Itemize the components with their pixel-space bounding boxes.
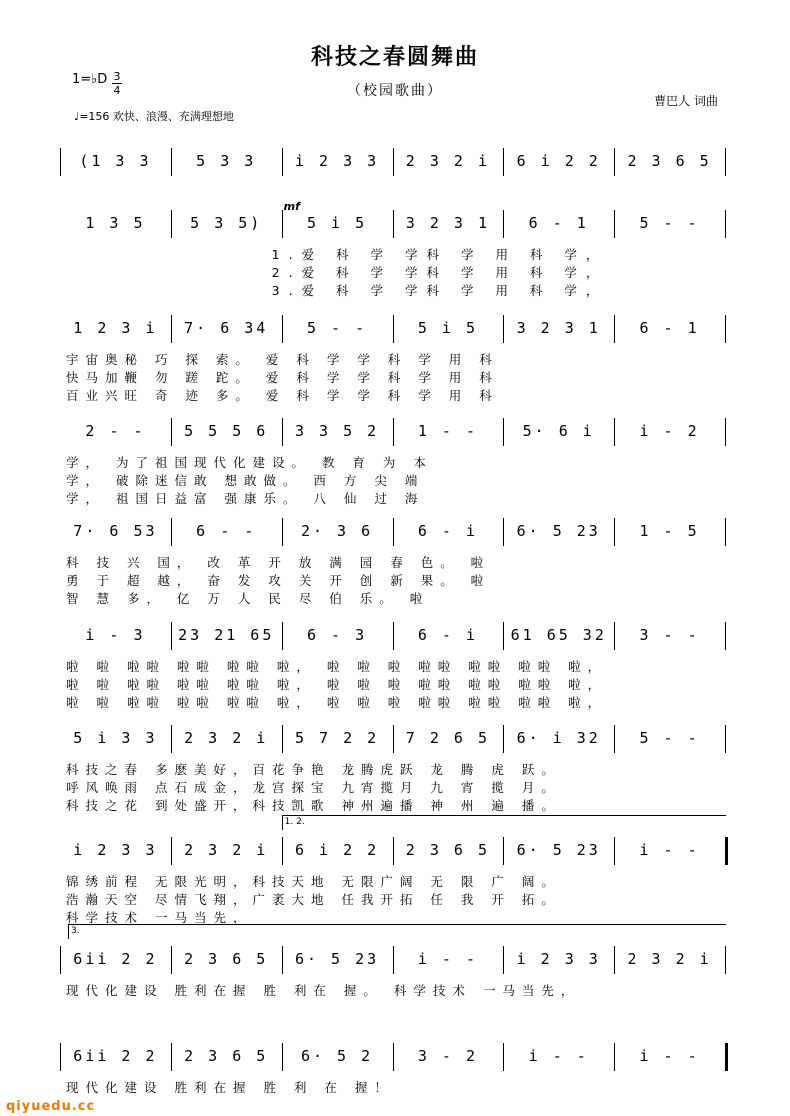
measure: 6· i 32 [516,729,601,747]
author-credit: 曹巴人 词曲 [654,94,718,108]
measure: 6· 5 23 [294,950,380,968]
measure: 6 - - [196,522,257,540]
measure: i - - [639,1047,700,1065]
measure: 3 - - [639,626,700,644]
measure: 2 3 2 i [405,152,491,170]
measure: 2· 3 6 [300,522,374,540]
bar-line [282,210,283,238]
measure: 3 2 3 1 [516,319,601,337]
measure: 5 7 2 2 [294,729,380,747]
measure: 6· 5 23 [516,841,601,859]
bar-line [503,148,504,176]
lyric-line: 科 技 兴 国， 改 革 开 放 满 园 春 色。 啦 [66,555,491,570]
measure: 2 3 6 5 [184,950,269,968]
bar-line [171,1043,172,1071]
bar-line [614,1043,615,1071]
bar-line [60,1043,61,1071]
measure: 5· 6 i [522,422,595,440]
measure: 5 3 3 [196,152,257,170]
lyric-line: 现代化建设 胜利在握 胜 利在 握。 科学技术 一马当先， [66,983,581,998]
bar-line [282,418,283,446]
measure: 6 - i [417,522,478,540]
measure: i - 2 [639,422,700,440]
volta-label: 1. 2. [284,817,305,827]
bar-line [725,622,726,650]
bar-line [171,418,172,446]
lyric-line: 科技之春 多麽美好，百花争艳 龙腾虎跃 龙 腾 虎 跃。 [66,762,561,777]
measure: 1 - 5 [639,522,700,540]
lyric-line: 快马加鞭 勿 蹉 跎。 爱 科 学 学 科 学 用 科 [66,370,499,385]
measure: 6 i 2 2 [516,152,601,170]
bar-line [282,518,283,546]
lyric-line: 百业兴旺 奇 迹 多。 爱 科 学 学 科 学 用 科 [66,388,499,403]
bar-line [393,210,394,238]
bar-line [393,837,394,865]
measure: 2 3 6 5 [405,841,491,859]
measure: 3 - 2 [417,1047,478,1065]
measure: 7· 6 34 [184,319,269,337]
measure: 5 - - [306,319,368,337]
bar-line [503,210,504,238]
bar-line [393,148,394,176]
measure: 61 65 32 [510,626,607,644]
bar-line [171,725,172,753]
bar-line [725,518,726,546]
tempo-marking: ♩=156 欢快、浪漫、充满理想地 [74,110,234,123]
measure: i - - [639,841,700,859]
lyric-line: 锦绣前程 无限光明，科技天地 无限广阔 无 限 广 阔。 [66,874,561,889]
bar-line [171,148,172,176]
bar-line [171,837,172,865]
measure: (1 3 3 [79,152,152,170]
lyric-line: 科学技术 一马当先， [66,910,253,925]
measure: 6· 5 23 [516,522,601,540]
bar-line [282,837,283,865]
measure: 5 - - [639,214,700,232]
bar-line [614,148,615,176]
volta-bracket [282,815,726,830]
measure: 1 3 5 [85,214,146,232]
measure: i 2 3 3 [516,950,601,968]
volta-bracket [68,924,726,939]
measure: 5 i 3 3 [73,729,158,747]
measure: 6· 5 2 [300,1047,374,1065]
measure: 7 2 6 5 [405,729,491,747]
bar-line [60,946,61,974]
bar-line [171,622,172,650]
measure: 5 - - [639,729,700,747]
bar-line [393,315,394,343]
bar-line [503,622,504,650]
measure: 3 2 3 1 [405,214,491,232]
bar-line [725,1043,728,1071]
lyric-line: 啦 啦 啦啦 啦啦 啦啦 啦， 啦 啦 啦 啦啦 啦啦 啦啦 啦， [66,677,608,692]
lyric-line: 3.爱 科 学 学科 学 用 科 学， [271,283,608,298]
bar-line [60,148,61,176]
bar-line [282,1043,283,1071]
measure: i - 3 [85,626,146,644]
measure: 6 - 1 [639,319,700,337]
measure: 1 - - [417,422,478,440]
measure: 6ii 2 2 [73,1047,158,1065]
lyric-line: 宇宙奥秘 巧 探 索。 爱 科 学 学 科 学 用 科 [66,352,499,367]
bar-line [614,418,615,446]
measure: 23 21 65 [178,626,275,644]
lyric-line: 浩瀚天空 尽情飞翔，广袤大地 任我开拓 任 我 开 拓。 [66,892,561,907]
bar-line [171,210,172,238]
bar-line [282,148,283,176]
measure: i - - [528,1047,589,1065]
lyric-line: 勇 于 超 越， 奋 发 攻 关 开 创 新 果。 啦 [66,573,491,588]
bar-line [171,315,172,343]
bar-line [393,725,394,753]
bar-line [725,148,726,176]
bar-line [503,518,504,546]
bar-line [614,837,615,865]
measure: 6ii 2 2 [73,950,158,968]
bar-line [171,946,172,974]
bar-line [393,418,394,446]
measure: 2 3 6 5 [184,1047,269,1065]
measure: 2 3 6 5 [627,152,712,170]
measure: 5 i 5 [306,214,368,232]
meter-bottom: 4 [113,84,121,97]
bar-line [503,725,504,753]
lyric-line: 现代化建设 胜利在握 胜 利 在 握！ [66,1080,394,1095]
lyric-line: 啦 啦 啦啦 啦啦 啦啦 啦， 啦 啦 啦 啦啦 啦啦 啦啦 啦， [66,659,608,674]
measure: 6 - 1 [528,214,589,232]
measure: 2 3 2 i [184,729,269,747]
lyric-line: 1.爱 科 学 学科 学 用 科 学， [271,247,608,262]
bar-line [614,946,615,974]
measure: 3 3 5 2 [294,422,380,440]
bar-line [503,315,504,343]
measure: 6 - 3 [306,626,368,644]
measure: 5 3 5) [190,214,263,232]
lyric-line: 学， 为了祖国现代化建设。 教 育 为 本 [66,455,433,470]
measure: 5 5 5 6 [184,422,269,440]
measure: 2 3 2 i [627,950,712,968]
bar-line [725,210,726,238]
meter-top: 3 [113,70,121,83]
bar-line [725,725,726,753]
page-subtitle: （校园歌曲） [347,83,443,99]
measure: i 2 3 3 [294,152,380,170]
bar-line [725,837,728,865]
lyric-line: 科技之花 到处盛开，科技凯歌 神州遍播 神 州 遍 播。 [66,798,561,813]
lyric-line: 啦 啦 啦啦 啦啦 啦啦 啦， 啦 啦 啦 啦啦 啦啦 啦啦 啦， [66,695,608,710]
measure: 2 3 2 i [184,841,269,859]
page-title: 科技之春圆舞曲 [310,45,479,70]
time-signature [112,70,122,97]
bar-line [282,622,283,650]
bar-line [725,315,726,343]
measure: i 2 3 3 [73,841,158,859]
bar-line [282,946,283,974]
bar-line [725,418,726,446]
lyric-line: 学， 破除迷信敢 想敢做。 西 方 尖 端 [66,473,425,488]
bar-line [393,1043,394,1071]
bar-line [614,210,615,238]
measure: 1 2 3 i [73,319,158,337]
bar-line [503,1043,504,1071]
bar-line [614,622,615,650]
measure: 7· 6 53 [73,522,158,540]
bar-line [503,418,504,446]
bar-line [614,725,615,753]
bar-line [282,315,283,343]
bar-line [503,837,504,865]
bar-line [725,946,726,974]
bar-line [393,946,394,974]
dynamic-marking: mf [283,200,300,213]
lyric-line: 2.爱 科 学 学科 学 用 科 学， [271,265,608,280]
lyric-line: 呼风唤雨 点石成金，龙宫探宝 九宵揽月 九 宵 揽 月。 [66,780,561,795]
measure: 6 - i [417,626,478,644]
bar-line [171,518,172,546]
key-signature: 1=♭D [72,72,108,87]
volta-label: 3. [71,926,80,936]
lyric-line: 学， 祖国日益富 强康乐。 八 仙 过 海 [66,491,425,506]
measure: 5 i 5 [417,319,478,337]
bar-line [503,946,504,974]
bar-line [614,315,615,343]
bar-line [393,518,394,546]
measure: 2 - - [85,422,146,440]
measure: i - - [417,950,478,968]
measure: 6 i 2 2 [294,841,380,859]
bar-line [282,725,283,753]
bar-line [614,518,615,546]
bar-line [393,622,394,650]
lyric-line: 智 慧 多， 亿 万 人 民 尽 伯 乐。 啦 [66,591,430,606]
watermark: qiyuedu.cc [6,1099,96,1114]
